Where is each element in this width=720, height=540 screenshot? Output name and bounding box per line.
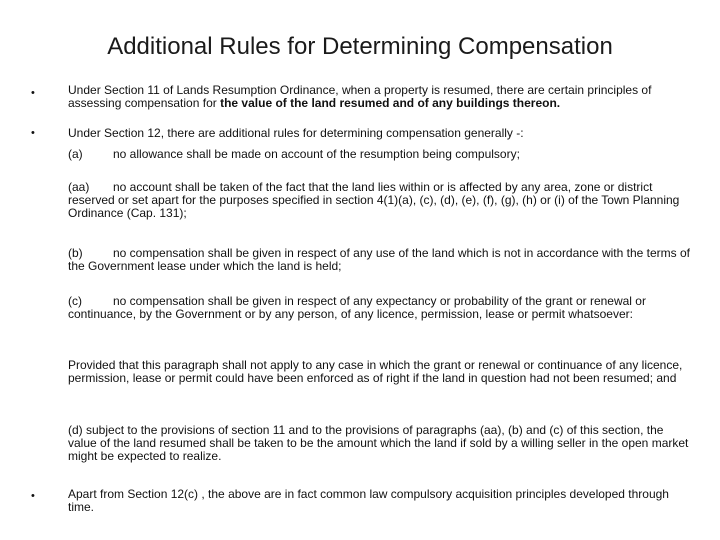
clause-c-label: (c) (68, 294, 82, 308)
bullet-marker-1: • (31, 87, 35, 99)
clause-aa-label: (aa) (68, 180, 90, 194)
clause-b-text: no compensation shall be given in respect of any use of the land which is not in accordance with the terms of the Government lease under which the land is held; (68, 246, 690, 273)
clause-a-text: no allowance shall be made on account of the resumption being compulsory; (113, 147, 520, 161)
clause-c-text: no compensation shall be given in respect of any expectancy or probability of the grant or renewal or continuance, by the Government or by any person, of any licence, permission, lease or permit whatsoever: (68, 294, 646, 321)
paragraph-common-law: Apart from Section 12(c) , the above are in fact common law compulsory acquisition principles developed through time. (68, 487, 669, 514)
bullet-marker-3: • (31, 490, 35, 502)
clause-c (68, 295, 693, 321)
clause-b (68, 247, 693, 273)
paragraph-section-11 (68, 84, 693, 110)
clause-aa-text: no account shall be taken of the fact that the land lies within or is affected by any area, zone or district reserved or set apart for the purposes specified in section 4(1)(a), (c), (d), (e), (f), (g), (h) or (i) of the Town Planning Ordinance (Cap. 131); (68, 180, 680, 220)
section-12-intro: Under Section 12, there are additional rules for determining compensation generally -: (68, 126, 524, 140)
slide-title: Additional Rules for Determining Compensation (107, 33, 613, 60)
section-11-text: Under Section 11 of Lands Resumption Ordinance, when a property is resumed, there are certain principles of assessing compensation for (68, 83, 652, 110)
proviso-paragraph: Provided that this paragraph shall not apply to any case in which the grant or renewal or continuance of any licence, permission, lease or permit could have been enforced as of right if the land in question had not been resumed; and (68, 358, 683, 385)
bullet-marker-2: • (31, 127, 35, 139)
paragraph-section-12 (68, 127, 693, 161)
section-11-bold-text: the value of the land resumed and of any buildings thereon. (220, 96, 561, 110)
clause-a (68, 148, 693, 161)
clause-d: (d) subject to the provisions of section 11 and to the provisions of paragraphs (aa), (b) and (c) of this section, the value of the land resumed shall be taken to be the amount which the land if sold by a willing seller in the open market might be expected to realize. (68, 423, 689, 463)
clause-a-label: (a) (68, 147, 83, 161)
clause-aa (68, 181, 693, 220)
clause-b-label: (b) (68, 246, 83, 260)
